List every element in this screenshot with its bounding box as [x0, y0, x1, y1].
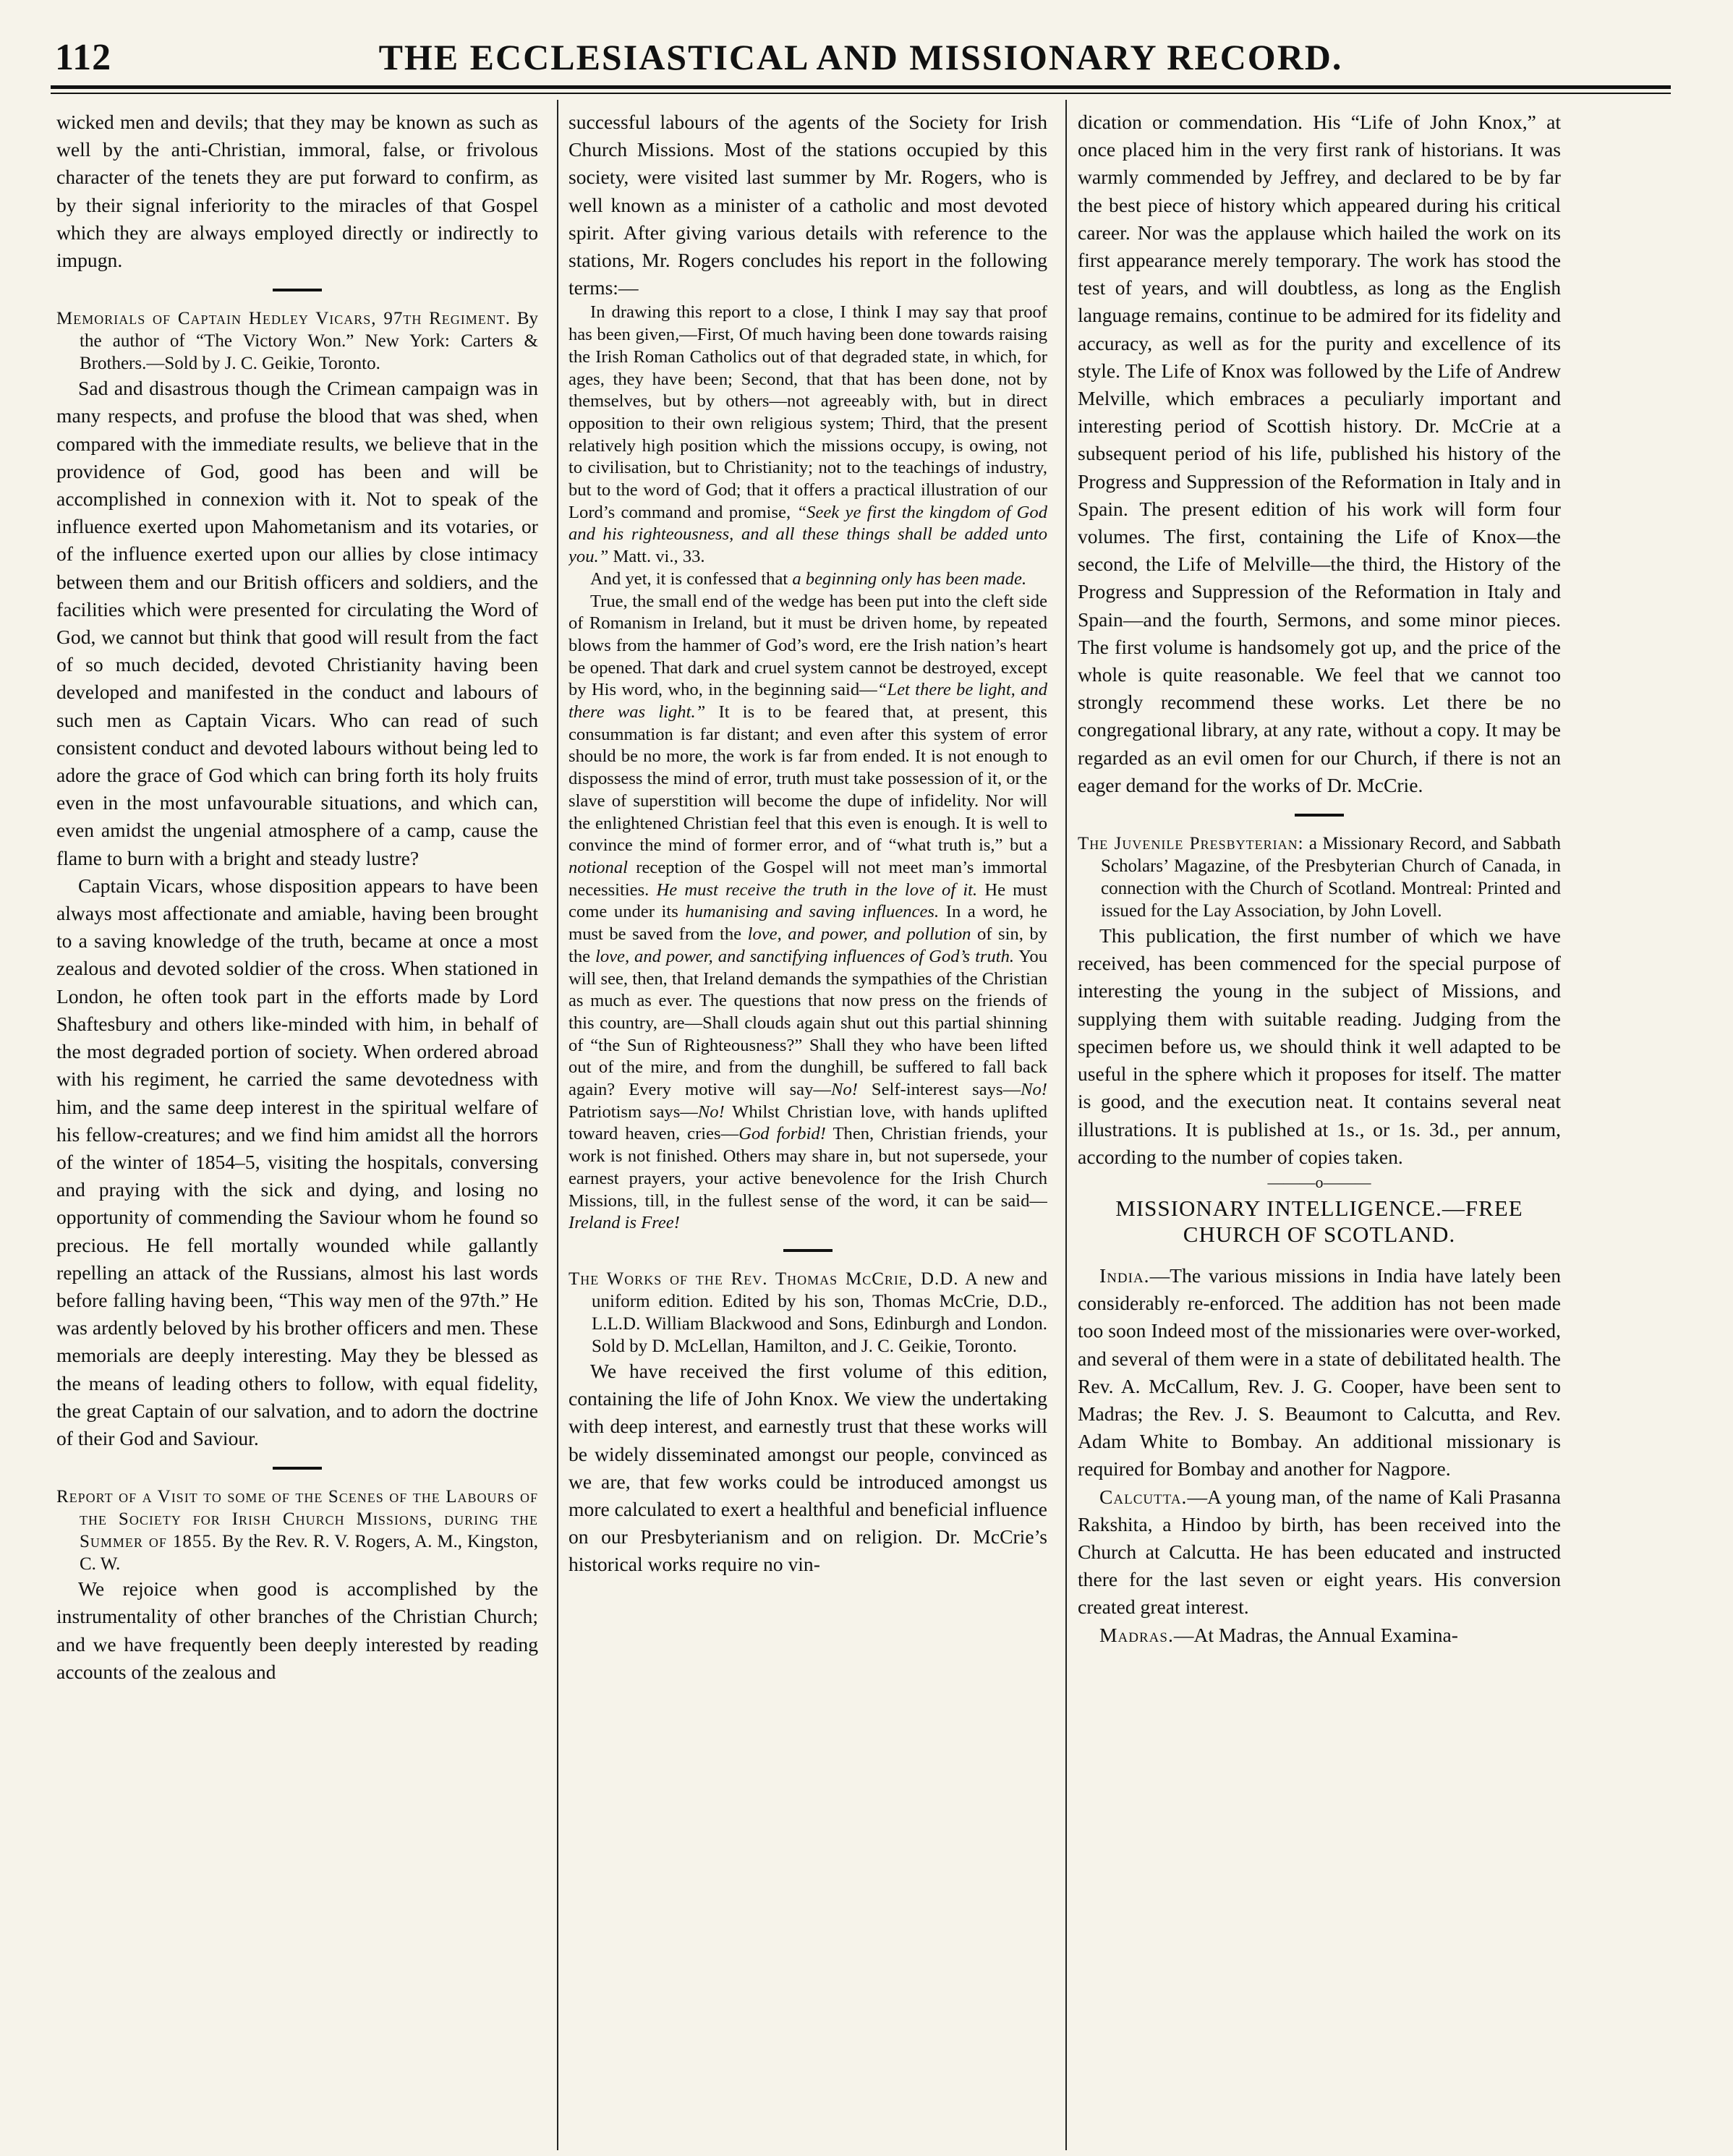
- entry-details: A new and uniform edition. Edited by his son, Thomas McCrie, D.D., L.L.D. William Blackwood and Sons, Edinburgh and London. Sold by D. McLellan, Hamilton, and J. C. Geikie, Toronto.: [592, 1269, 1047, 1356]
- quote-emphasis: He must receive the truth in the love of it.: [656, 879, 978, 900]
- header-rule: [51, 85, 1671, 89]
- quote-text: Patriotism says—: [569, 1102, 698, 1122]
- review-entry-report: [56, 1486, 538, 1575]
- quote-text: Matt. vi., 33.: [608, 547, 705, 567]
- quote-emphasis: love, and power, and sanctifying influences of God’s truth.: [595, 946, 1015, 966]
- quote-text: Then, Christian friends, your work is not finished. Others may share in, but not supersede, your earnest prayers, your active benevolence for the Irish Church Missions, till, in the fullest sense of the word, it can be said—: [569, 1124, 1047, 1211]
- paragraph: successful labours of the agents of the Society for Irish Church Missions. Most of the stations occupied by this society, were visited last summer by Mr. Rogers, who is well known as a minister of a catholic and most devoted spirit. After giving various details with reference to the stations, Mr. Rogers concludes his report in the following terms:—: [569, 111, 1047, 299]
- paragraph: We rejoice when good is accomplished by the instrumentality of other branches of the Christian Church; and we have frequently been deeply interested by reading accounts of the zealous and: [56, 1577, 538, 1683]
- quote-text: And yet, it is confessed that: [590, 568, 793, 589]
- quote-emphasis: love, and power, and pollution: [747, 924, 971, 945]
- quoted-report: [569, 302, 1047, 1235]
- ornament-divider: ———o———: [1267, 1172, 1371, 1191]
- journal-title: THE ECCLESIASTICAL AND MISSIONARY RECORD.: [378, 37, 1343, 77]
- section-divider: [273, 1467, 322, 1470]
- entry-title: Report of a Visit to some of the Scenes of the Labours of the Society for Irish Church Missions, during the Summer of 1855.: [56, 1487, 538, 1552]
- paragraph-india: [1078, 1262, 1561, 1483]
- quote-text: In drawing this report to a close, I think I may say that proof has been given,—First, Of much having been done towards raising the Irish Roman Catholics out of that degraded state, in which, for ages, they have been; Second, that that has been done, not by themselves, but by others—not agreeably with, but in direct opposition to their own religious system; Third, that the present relatively high position which the missions occupy, is owing, not to civilisation, but to Christianity; not to the teachings of industry, but to the word of God; that it offers a practical illustration of our Lord’s command and promise,: [569, 302, 1047, 522]
- heading-line: CHURCH OF SCOTLAND.: [1183, 1221, 1456, 1247]
- review-entry-vicars: [56, 307, 538, 375]
- quote-emphasis: notional: [569, 858, 628, 877]
- paragraph-text: —The various missions in India have lately been considerably re-enforced. The addition has not been made too soon Indeed most of the missionaries were over-worked, and several of them were in a state of debilitated health. The Rev. A. McCallum, Rev. J. G. Cooper, have been sent to Madras; the Rev. J. S. Beaumont to Calcutta, and Rev. Adam White to Bombay. An additional missionary is required for Bombay and another for Nagpore.: [1078, 1264, 1561, 1480]
- header-rule-thin: [51, 93, 1671, 94]
- quote-paragraph: [569, 591, 1047, 1235]
- paragraph-text: —At Madras, the Annual Examina-: [1173, 1623, 1458, 1646]
- paragraph: wicked men and devils; that they may be known as such as well by the anti-Christian, immoral, false, or frivolous character of the tenets they are put forward to confirm, as by their signal inferiority to the miracles of that Gospel which they are always employed directly or indirectly to impugn.: [56, 111, 538, 272]
- section-divider: [273, 289, 322, 291]
- quote-emphasis: humanising and saving influences.: [685, 902, 940, 922]
- quote-text: In a word, he must be saved from the: [569, 902, 1047, 945]
- run-in-label: India.: [1099, 1264, 1150, 1287]
- paragraph: This publication, the first number of which we have received, has been commenced for the special purpose of interesting the young in the subject of Missions, and supplying them with suitable reading. Judging from the specimen before us, we should think it well adapted to be useful in the sphere which it proposes for itself. The matter is good, and the execution neat. It contains several neat illustrations. It is published at 1s., or 1s. 3d., per annum, according to the number of copies taken.: [1078, 924, 1561, 1168]
- quote-emphasis: a beginning only has been made.: [792, 568, 1027, 589]
- quote-paragraph: [569, 302, 1047, 568]
- quote-text: True, the small end of the wedge has been put into the cleft side of Romanism in Ireland, but it must be driven home, by repeated blows from the hammer of God’s word, ere the Irish nation’s heart be opened. That dark and cruel system cannot be destroyed, except by His word, who, in the beginning said—: [569, 591, 1047, 700]
- quote-text: You will see, then, that Ireland demands the sympathies of the Christian as much as ever. The questions that now press on the friends of this country, are—Shall clouds again shut out this partial shinning of “the Sun of Righteousness?” Shall they who have been lifted out of the mire, and from the dunghill, be suffered to fall back again? Every motive will say—: [569, 946, 1047, 1100]
- quote-emphasis: Ireland is Free!: [569, 1213, 680, 1233]
- quote-emphasis: No!: [831, 1080, 858, 1100]
- quote-paragraph: [569, 568, 1047, 591]
- page-header: [51, 36, 1671, 80]
- quote-text: It is to be feared that, at present, this consummation is far distant; and even after this system of error should be no more, the work is far from ended. It is not enough to dispossess the mind of error, truth must take possession of it, or the slave of superstition will become the dupe of infidelity. Nor will the enlightened Christian feel that this even is enough. It is well to convince the mind of former error, and of “what truth is,” but a: [569, 702, 1047, 856]
- column-2: [569, 108, 1047, 2148]
- column-3: [1078, 108, 1561, 2148]
- quote-emphasis: “Seek ye first the kingdom of God and his righteousness, and all these things shall be added unto you.”: [569, 502, 1047, 567]
- run-in-label: Calcutta.: [1099, 1485, 1188, 1508]
- quote-text: of sin, by the: [569, 924, 1047, 966]
- entry-details: By the Rev. R. V. Rogers, A. M., Kingston, C. W.: [80, 1532, 538, 1575]
- paragraph: Captain Vicars, whose disposition appears to have been always most affectionate and amiable, having been brought to a saving knowledge of the truth, became at once a most zealous and devoted soldier of the cross. When stationed in London, he often took part in the efforts made by Lord Shaftesbury and others like-minded with him, in behalf of the most degraded portion of society. When ordered abroad with his regiment, he carried the same devotedness with him, and the same deep interest in the spiritual welfare of his fellow-creatures; and we find him amidst all the horrors of the winter of 1854–5, visiting the hospitals, conversing and praying with the sick and dying, and losing no opportunity of commending the Saviour whom he found so precious. He fell mortally wounded while gallantly repelling an attack of the Russians, almost his last words before falling having been, “This way men of the 97th.” He was ardently beloved by his brother officers and men. These memorials are deeply interesting. May they be blessed as the means of leading others to follow, with equal fidelity, the great Captain of our salvation, and to adorn the doctrine of their God and Saviour.: [56, 874, 538, 1449]
- paragraph-text: —A young man, of the name of Kali Prasanna Rakshita, a Hindoo by birth, has been received into the Church at Calcutta. He has been educated and instructed there for the last seven or eight years. His conversion created great interest.: [1078, 1485, 1561, 1619]
- review-entry-juvenile: [1078, 832, 1561, 922]
- review-entry-mccrie: [569, 1268, 1047, 1358]
- quote-text: Whilst Christian love, with hands uplifted toward heaven, cries—: [569, 1102, 1047, 1144]
- section-divider: [783, 1249, 833, 1252]
- paragraph: dication or commendation. His “Life of John Knox,” at once placed him in the very first rank of historians. It was warmly commended by Jeffrey, and declared to be by far the best piece of history which appeared during his critical career. Nor was the applause which hailed the work on its first appearance merely temporary. The work has stood the test of years, and will doubtless, as long as the English language remains, continue to be admired for its fidelity and accuracy, as well as for the purity and excellence of its style. The Life of Knox was followed by the Life of Andrew Melville, which embraces a peculiarly important and interesting period of Scottish history. Dr. McCrie at a subsequent period of his life, published his history of the Progress and Suppression of the Reformation in Italy and in Spain. The present edition of his work will form four volumes. The first, containing the Life of Knox—the second, the Life of Melville—the third, the History of the Progress and Suppression of the Reformation in Italy and Spain—and the fourth, Sermons, and some minor pieces. The first volume is handsomely got up, and the price of the whole is quite reasonable. We feel that we cannot too strongly recommend these works. Let there be no congregational library, at any rate, without a copy. It may be regarded as an evil omen for our Church, if there is not an eager demand for the works of Dr. McCrie.: [1078, 111, 1561, 796]
- entry-title: The Juvenile Presbyterian:: [1078, 834, 1304, 854]
- quote-emphasis: “Let there be light, and there was light.”: [569, 680, 1047, 723]
- paragraph-calcutta: [1078, 1483, 1561, 1622]
- paragraph-madras: [1078, 1622, 1561, 1649]
- quote-emphasis: No!: [1021, 1080, 1047, 1100]
- quote-emphasis: God forbid!: [738, 1124, 826, 1144]
- quote-text: reception of the Gospel will not meet man’s immortal necessities.: [569, 858, 1047, 900]
- quote-emphasis: No!: [697, 1102, 725, 1122]
- entry-title: Memorials of Captain Hedley Vicars, 97th Regiment.: [56, 309, 511, 329]
- quote-text: Self-interest says—: [857, 1080, 1021, 1100]
- run-in-label: Madras.: [1099, 1623, 1174, 1646]
- paragraph: Sad and disastrous though the Crimean campaign was in many respects, and profuse the blood that was shed, when compared with the immediate results, we believe that in the providence of God, good has been and will be accomplished in connexion with it. Not to speak of the influence exerted upon Mahometanism and its votaries, or of the influence exerted upon our allies by close intimacy between them and our British officers and soldiers, and the facilities which were presented for circulating the Word of God, we cannot but think that good will result from the fact of so much decided, devoted Christianity having been developed and manifested in the conduct and labours of such men as Captain Vicars. Who can read of such consistent conduct and devoted labours without being led to adore the grace of God which can bring forth its holy fruits even in the most unfavourable situations, and which can, even amidst the ungenial atmosphere of a camp, cause the flame to burn with a bright and steady lustre?: [56, 377, 538, 869]
- page-number: 112: [55, 37, 112, 78]
- entry-details: By the author of “The Victory Won.” New York: Carters & Brothers.—Sold by J. C. Geikie, Toronto.: [80, 309, 538, 374]
- entry-details: a Missionary Record, and Sabbath Scholars’ Magazine, of the Presbyterian Church of Canada, in connection with the Church of Scotland. Montreal: Printed and issued for the Lay Association, by John Lovell.: [1101, 834, 1561, 921]
- column-rule-2: [1065, 100, 1067, 2150]
- column-rule-1: [557, 100, 558, 2150]
- column-1: [56, 108, 538, 2148]
- section-divider: [1295, 814, 1344, 817]
- entry-title: The Works of the Rev. Thomas McCrie, D.D.: [569, 1269, 959, 1289]
- quote-text: He must come under its: [569, 879, 1047, 922]
- paragraph: We have received the first volume of this edition, containing the life of John Knox. We view the undertaking with deep interest, and earnestly trust that these works will be widely disseminated amongst our people, convinced as we are, that few works could be introduced amongst us more calculated to exert a healthful and beneficial influence on our Presbyterianism and on religion. Dr. McCrie’s historical works require no vin-: [569, 1359, 1047, 1576]
- heading-line: MISSIONARY INTELLIGENCE.—FREE: [1115, 1195, 1523, 1221]
- section-heading: [1078, 1196, 1561, 1248]
